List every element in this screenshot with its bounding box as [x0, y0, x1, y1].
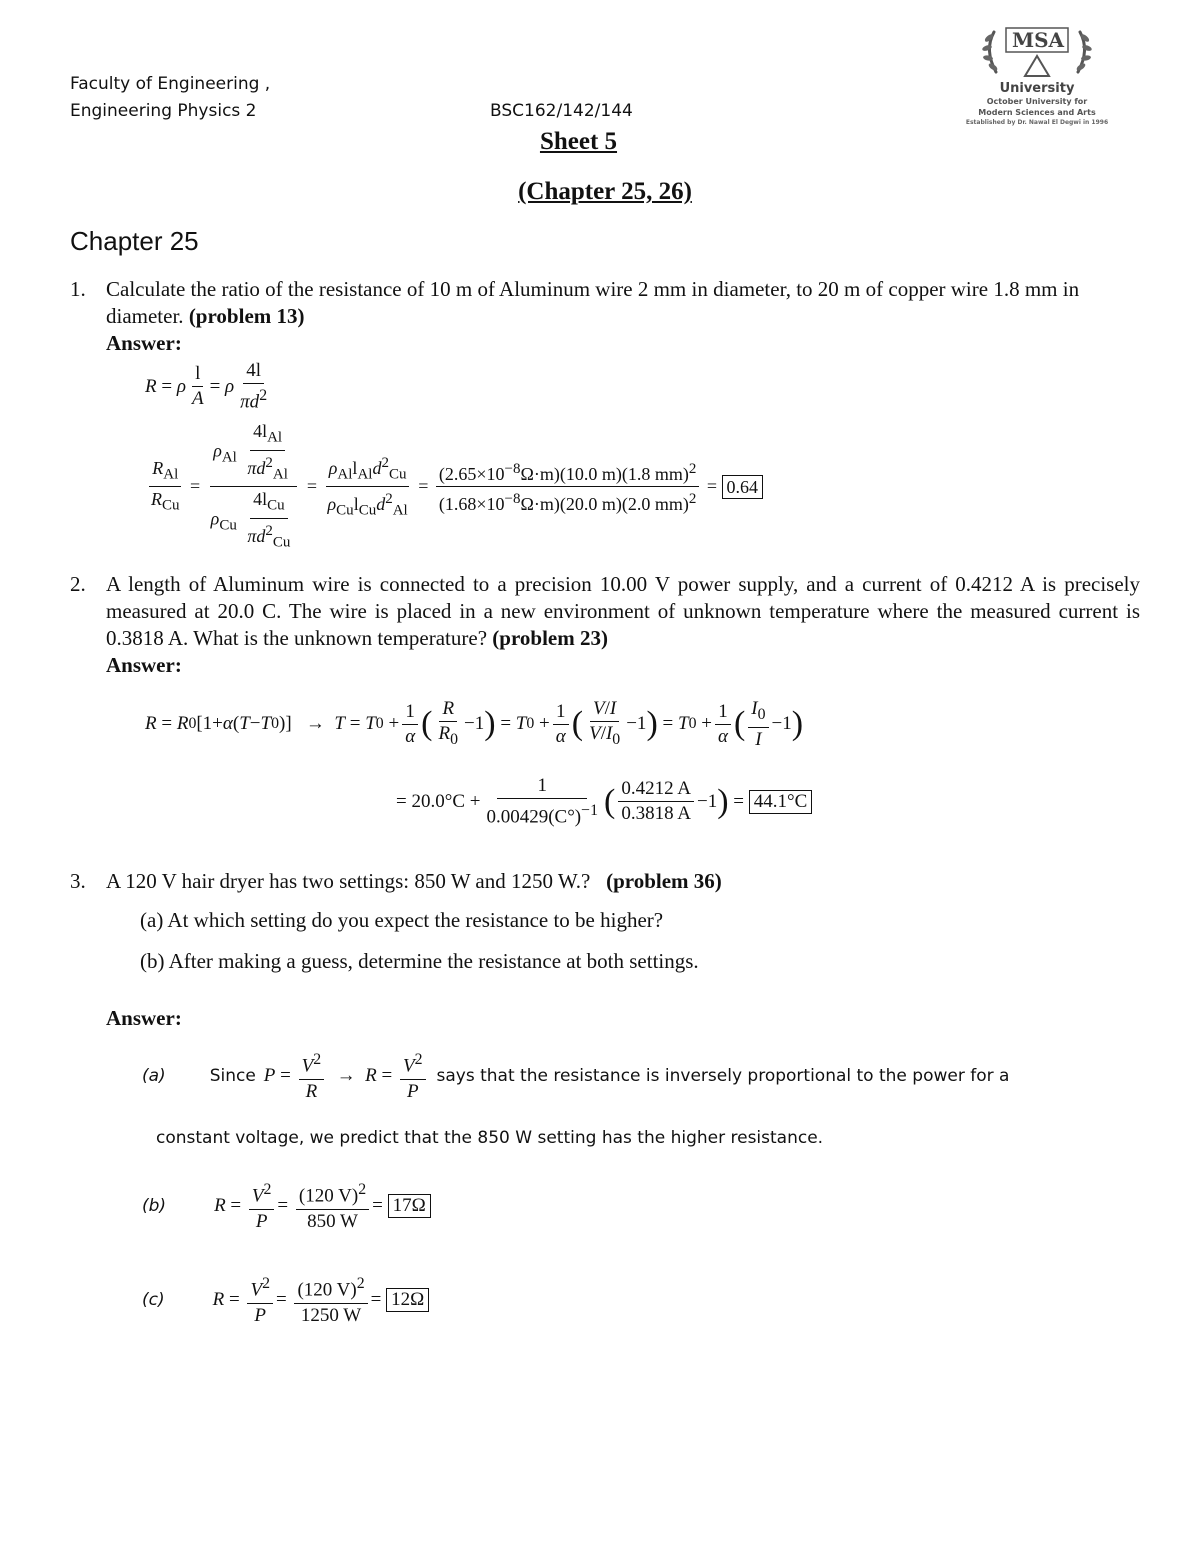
q3-since: Since [209, 1066, 256, 1086]
course-label: Engineering Physics 2 [70, 101, 257, 121]
q3-part-a: (a) At which setting do you expect the resistance to be higher? [140, 908, 664, 932]
course-code: BSC162/142/144 [490, 101, 633, 121]
q3-result-b: 17Ω [388, 1194, 431, 1218]
q3-text: A 120 V hair dryer has two settings: 850 W and 1250 W.? (problem 36) [106, 869, 722, 893]
q3-label-b: (b) [142, 1196, 167, 1216]
q1-number: 1. [70, 277, 86, 301]
q1-text: Calculate the ratio of the resistance of 10 m of Aluminum wire 2 mm in diameter, to 20 m of copper wire 1.8 mm in diameter. (problem 13) Answer: [106, 277, 1080, 355]
q3-says: says that the resistance is inversely proportional to the power for a [436, 1066, 1010, 1086]
sheet-title: Sheet 5 [539, 128, 618, 155]
q3-answer-c: (c) R = $\frac{V^2}{P}$ = $\frac{(120 V)^2}{1250 W}$ = 12Ω [142, 1272, 429, 1328]
q1-result: 0.64 [722, 475, 764, 499]
q2-number: 2. [70, 572, 86, 596]
q2-result: 44.1°C [749, 790, 813, 814]
q3-label-a: (a) [142, 1066, 166, 1086]
q3-answer-b: (b) R = $\frac{V^2}{P}$ = $\frac{(120 V)^2}{850 W}$ = 17Ω [142, 1178, 431, 1234]
q1-formula-2: $\frac{R_{Al}}{R_{Cu}}$ = $\rho_{Al}$ $\frac{4l_{Al}}{\pi d^2_{Al}}$ $\rho_{Cu}$ $\frac{4l_{Cu}}{\pi d^2_{Cu}}$ = $\frac{\rho_{Al}l_{Al}d^2_{Cu}}{\rho_{Cu}l_{Cu}d^2_{Al}}$ = $\frac{(2.65\times 10^{-8}\Omega\cdot m)(10.0 m)(1.8 mm)^2}{(1.68\times 10^{-8}\Omega\cdot m)(20.0 m)(2.0 mm)^2}$ = 0.64 [145, 420, 763, 553]
chapters-title: (Chapter 25, 26) [518, 178, 692, 205]
q2-formula-1: R = R 0 [1+ α ( T − T 0 )] → T = T 0 + $\frac{1}{\alpha}$ ( $\frac{R}{R_0}$ −1 ) = T 0 + $\frac{1}{\alpha}$ ( $\frac{V/I}{V/I_0}$ −1 ) = T 0 + $\frac{1}{\alpha}$ ( $\frac{I_0}{I}$ −1 ) [145, 698, 804, 750]
chapter-heading: Chapter 25 [70, 226, 199, 256]
q2-text: A length of Aluminum wire is connected to a precision 10.00 V power supply, and a current of 0.4212 A is precisely measured at 20.0 C. The wire is placed in a new environment of unknown temperature where the measured current is 0.3818 A. What is the unknown temperature? (problem 23) Answer: [106, 572, 1140, 677]
q3-answer-a: (a) Since P = $\frac{V^2}{R}$ → R = $\frac{V^2}{P}$ says that the resistance is inversely proportional to the power for a [142, 1051, 1010, 1102]
q2-formula-2: = 20.0°C + $\frac{1}{0.00429(C^\circ)^{-1}}$ ( $\frac{0.4212 A}{0.3818 A}$ −1 ) = 44.1°C [396, 775, 812, 828]
q3-answer-label: Answer: [106, 1006, 182, 1030]
q3-label-c: (c) [142, 1290, 165, 1310]
faculty-label: Faculty of Engineering , [70, 74, 271, 94]
logo-msa: MSA [1011, 28, 1065, 52]
q2-answer-label: Answer: [106, 653, 182, 677]
logo-line-3: Established by Dr. Nawal El Degwi in 1996 [965, 119, 1109, 126]
logo-university: University [999, 81, 1075, 96]
q3-part-b: (b) After making a guess, determine the resistance at both settings. [140, 949, 699, 973]
q1-formula-1: R = ρ $\frac{l}{A}$ = ρ $\frac{4l}{\pi d^2}$ [145, 360, 268, 413]
q3-constant-text: constant voltage, we predict that the 850 W setting has the higher resistance. [156, 1128, 824, 1148]
q1-answer-label: Answer: [106, 331, 182, 355]
logo-line-1: October University for [986, 97, 1088, 106]
university-logo [962, 24, 1112, 132]
q3-result-c: 12Ω [386, 1288, 429, 1312]
q3-number: 3. [70, 869, 86, 893]
logo-line-2: Modern Sciences and Arts [978, 108, 1096, 117]
